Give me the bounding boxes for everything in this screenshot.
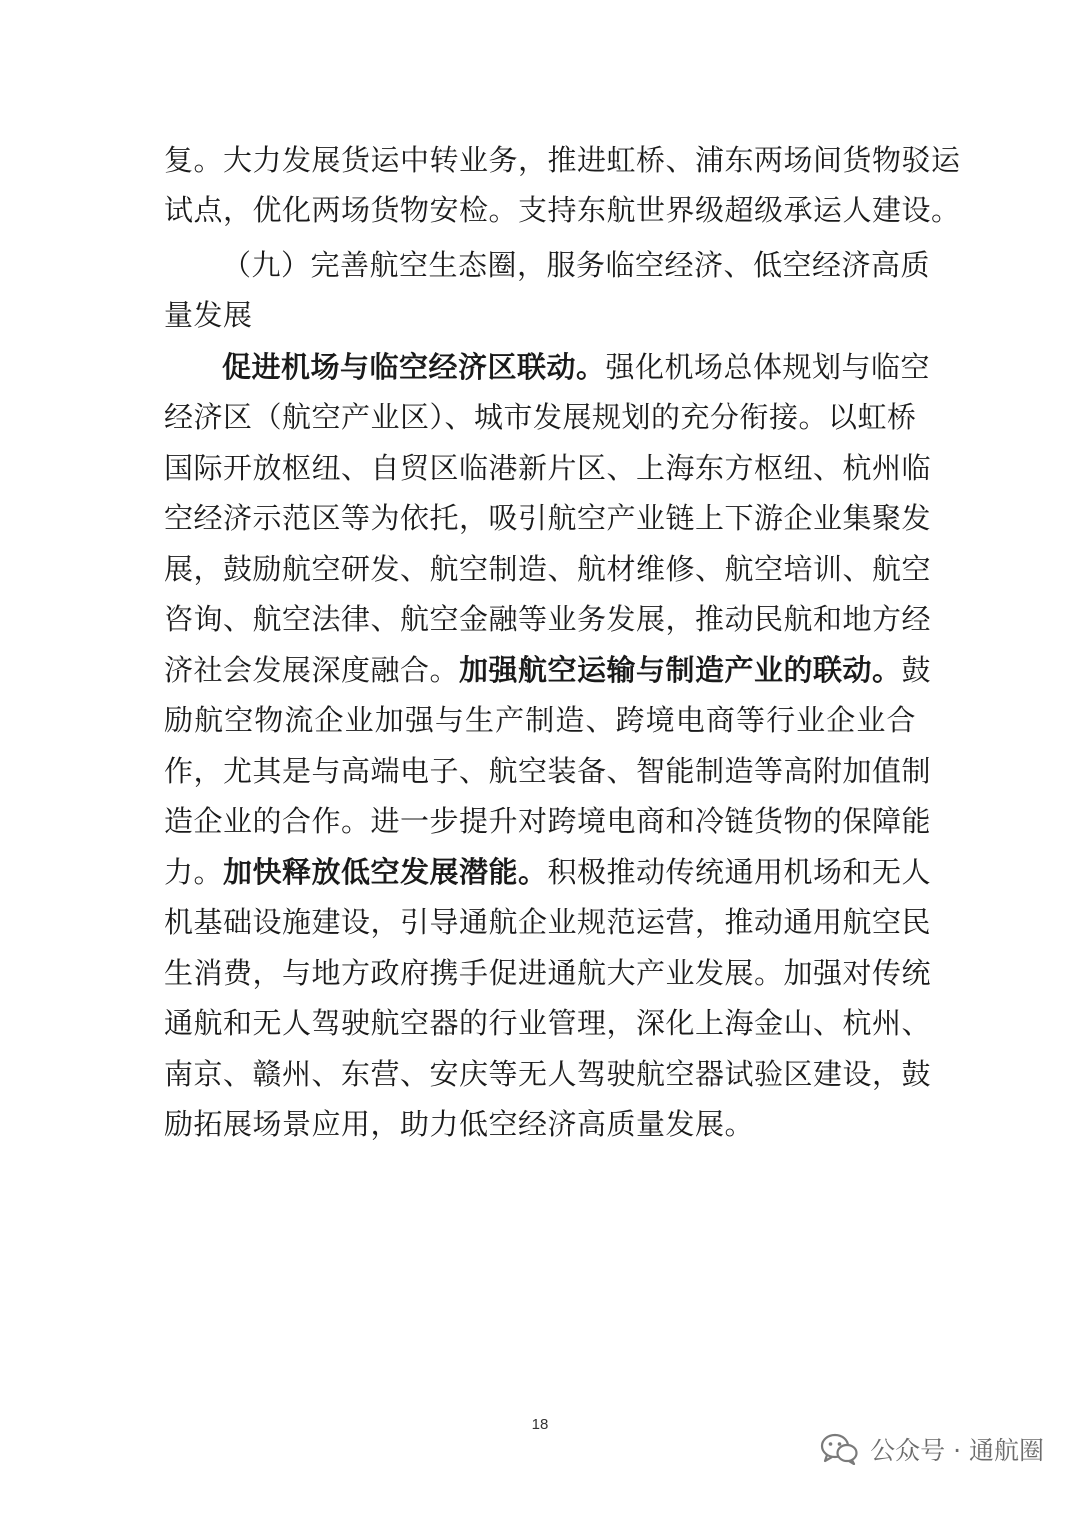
paragraph-line: 励航空物流企业加强与生产制造、跨境电商等行业企业合 <box>164 703 916 737</box>
paragraph-line <box>164 648 932 692</box>
paragraph-line: 试点，优化两场货物安检。支持东航世界级超级承运人建设。 <box>164 193 961 227</box>
section-heading-cont: 量发展 <box>164 298 253 332</box>
paragraph-line: 通航和无人驾驶航空器的行业管理，深化上海金山、杭州、 <box>164 1006 932 1040</box>
paragraph-line: 作，尤其是与高端电子、航空装备、智能制造等高附加值制 <box>164 754 932 788</box>
paragraph-line: 经济区（航空产业区）、城市发展规划的充分衔接。以虹桥 <box>164 400 917 434</box>
paragraph-line: 励拓展场景应用，助力低空经济高质量发展。 <box>164 1107 755 1141</box>
paragraph-line <box>222 345 931 389</box>
section-heading: （九）完善航空生态圈，服务临空经济、低空经济高质 <box>222 248 931 282</box>
paragraph-line: 造企业的合作。进一步提升对跨境电商和冷链货物的保障能 <box>164 804 932 838</box>
line-text: 鼓 <box>901 653 932 687</box>
paragraph-line: 国际开放枢纽、自贸区临港新片区、上海东方枢纽、杭州临 <box>164 451 932 485</box>
line-text: 积极推动传统通用机场和无人 <box>547 855 932 889</box>
paragraph-line <box>164 850 932 894</box>
watermark-text: 公众号 · 通航圈 <box>870 1436 1044 1465</box>
paragraph-line: 南京、赣州、东营、安庆等无人驾驶航空器试验区建设，鼓 <box>164 1057 932 1091</box>
paragraph-line: 生消费，与地方政府携手促进通航大产业发展。加强对传统 <box>164 956 932 990</box>
wechat-icon <box>820 1433 858 1465</box>
paragraph-line: 复。大力发展货运中转业务，推进虹桥、浦东两场间货物驳运 <box>164 143 961 177</box>
paragraph-line: 空经济示范区等为依托，吸引航空产业链上下游企业集聚发 <box>164 501 932 535</box>
paragraph-line: 机基础设施建设，引导通航企业规范运营，推动通用航空民 <box>164 905 932 939</box>
line-text: 力。 <box>164 855 224 889</box>
line-text: 强化机场总体规划与临空 <box>605 350 931 384</box>
page-number: 18 <box>531 1416 549 1433</box>
paragraph-line: 展，鼓励航空研发、航空制造、航材维修、航空培训、航空 <box>164 552 932 586</box>
bold-lead: 加强航空运输与制造产业的联动。 <box>459 653 902 687</box>
bold-lead: 促进机场与临空经济区联动。 <box>222 350 606 384</box>
line-text: 济社会发展深度融合。 <box>164 653 460 687</box>
paragraph-line: 咨询、航空法律、航空金融等业务发展，推动民航和地方经 <box>164 602 932 636</box>
bold-lead: 加快释放低空发展潜能。 <box>223 855 548 889</box>
watermark <box>820 1431 1044 1467</box>
